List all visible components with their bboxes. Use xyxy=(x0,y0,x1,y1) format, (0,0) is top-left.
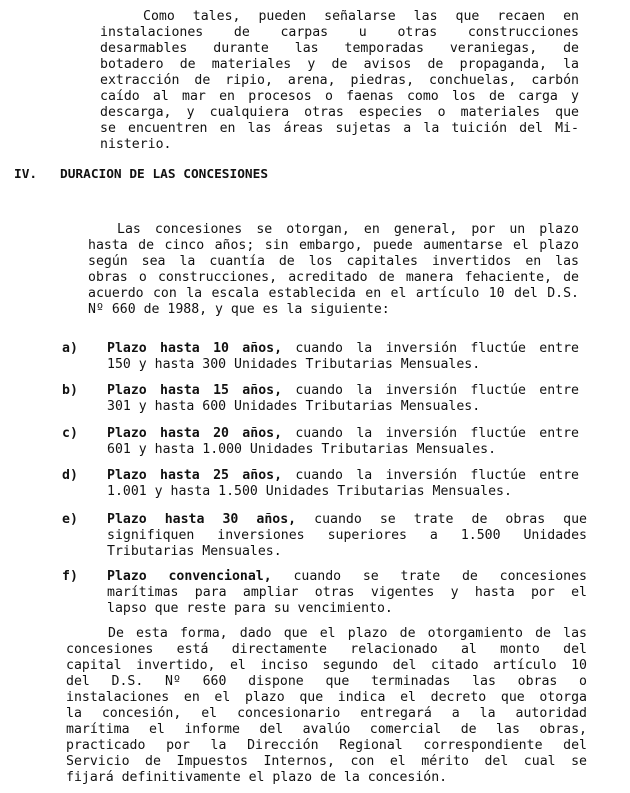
list-item-d-lead: Plazo hasta 25 años, xyxy=(107,468,283,483)
list-item-d-line-1 xyxy=(107,468,579,484)
intro-line-5: extracción de ripio, arena, piedras, conchuelas, carbón xyxy=(100,73,579,88)
list-item-b-rest: cuando la inversión fluctúe entre xyxy=(282,383,579,398)
paragraph3-line-1: De esta forma, dado que el plazo de otorgamiento de las xyxy=(108,626,587,641)
list-item-e-marker: e) xyxy=(62,512,78,527)
paragraph3-line-3: capital invertido, el inciso segundo del citado artículo 10 xyxy=(66,658,587,673)
list-item-f-line-1 xyxy=(107,569,587,585)
paragraph3-line-8: practicado por la Dirección Regional correspondiente del xyxy=(66,738,587,753)
paragraph3-line-2: concesiones está directamente relacionado al monto del xyxy=(66,642,587,657)
list-item-b-line-1 xyxy=(107,383,579,399)
list-item-c-line-1 xyxy=(107,426,579,442)
paragraph3-line-4: del D.S. Nº 660 dispone que terminadas las obras o xyxy=(66,674,587,689)
list-item-d-marker: d) xyxy=(62,468,78,483)
list-item-a-line-1 xyxy=(107,341,579,357)
list-item-b-line-2: 301 y hasta 600 Unidades Tributarias Mensuales. xyxy=(107,399,481,414)
list-item-b-marker: b) xyxy=(62,383,78,398)
list-item-a-line-2: 150 y hasta 300 Unidades Tributarias Mensuales. xyxy=(107,357,481,372)
list-item-c-marker: c) xyxy=(62,426,78,441)
list-item-d-rest: cuando la inversión fluctúe entre xyxy=(282,468,579,483)
intro-line-9: nisterio. xyxy=(100,137,172,152)
list-item-c-line-2: 601 y hasta 1.000 Unidades Tributarias Mensuales. xyxy=(107,442,497,457)
list-item-f-marker: f) xyxy=(62,569,78,584)
list-item-e-rest: cuando se trate de obras que xyxy=(296,512,587,527)
list-item-e-line-3: Tributarias Mensuales. xyxy=(107,544,282,559)
paragraph3-line-7: marítima el informe del avalúo comercial de las obras, xyxy=(66,722,587,737)
list-item-f-lead: Plazo convencional, xyxy=(107,569,272,584)
list-item-e-line-1 xyxy=(107,512,587,528)
paragraph2-line-5: acuerdo con la escala establecida en el artículo 10 del D.S. xyxy=(88,286,579,301)
list-item-a-lead: Plazo hasta 10 años, xyxy=(107,341,283,356)
intro-line-7: descarga, y cualquiera otras especies o materiales que xyxy=(100,105,579,120)
paragraph2-line-2: hasta de cinco años; sin embargo, puede aumentarse el plazo xyxy=(88,238,579,253)
list-item-a-marker: a) xyxy=(62,341,78,356)
paragraph2-line-6: Nº 660 de 1988, y que es la siguiente: xyxy=(88,302,390,317)
paragraph2-line-1: Las concesiones se otorgan, en general, por un plazo xyxy=(117,222,579,237)
intro-line-4: botadero de materiales y de avisos de propaganda, la xyxy=(100,57,579,72)
list-item-e-lead: Plazo hasta 30 años, xyxy=(107,512,297,527)
list-item-f-line-3: lapso que reste para su vencimiento. xyxy=(107,601,393,616)
list-item-a-rest: cuando la inversión fluctúe entre xyxy=(282,341,579,356)
paragraph2-line-3: según sea la cuantía de los capitales invertidos en las xyxy=(88,254,579,269)
list-item-f-line-2: marítimas para ampliar otras vigentes y hasta por el xyxy=(107,585,587,600)
list-item-b-lead: Plazo hasta 15 años, xyxy=(107,383,283,398)
intro-line-2: instalaciones de carpas u otras construcciones xyxy=(100,25,579,40)
section-number: IV. xyxy=(14,167,38,182)
section-title: DURACION DE LAS CONCESIONES xyxy=(60,167,269,182)
list-item-d-line-2: 1.001 y hasta 1.500 Unidades Tributarias Mensuales. xyxy=(107,484,512,499)
paragraph3-line-9: Servicio de Impuestos Internos, con el mérito del cual se xyxy=(66,754,587,769)
intro-line-6: caído al mar en procesos o faenas como los de carga y xyxy=(100,89,579,104)
list-item-c-lead: Plazo hasta 20 años, xyxy=(107,426,283,441)
intro-line-3: desarmables durante las temporadas veraniegas, de xyxy=(100,41,579,56)
list-item-c-rest: cuando la inversión fluctúe entre xyxy=(282,426,579,441)
intro-line-8: se encuentren en las áreas sujetas a la tuición del Mi- xyxy=(100,121,579,136)
paragraph3-line-5: instalaciones en el plazo que indica el decreto que otorga xyxy=(66,690,587,705)
paragraph2-line-4: obras o construcciones, acreditado de manera fehaciente, de xyxy=(88,270,579,285)
paragraph3-line-10: fijará definitivamente el plazo de la concesión. xyxy=(66,770,448,785)
intro-line-1: Como tales, pueden señalarse las que recaen en xyxy=(143,9,579,24)
list-item-f-rest: cuando se trate de concesiones xyxy=(271,569,587,584)
list-item-e-line-2: signifiquen inversiones superiores a 1.500 Unidades xyxy=(107,528,587,543)
paragraph3-line-6: la concesión, el concesionario entregará a la autoridad xyxy=(66,706,587,721)
